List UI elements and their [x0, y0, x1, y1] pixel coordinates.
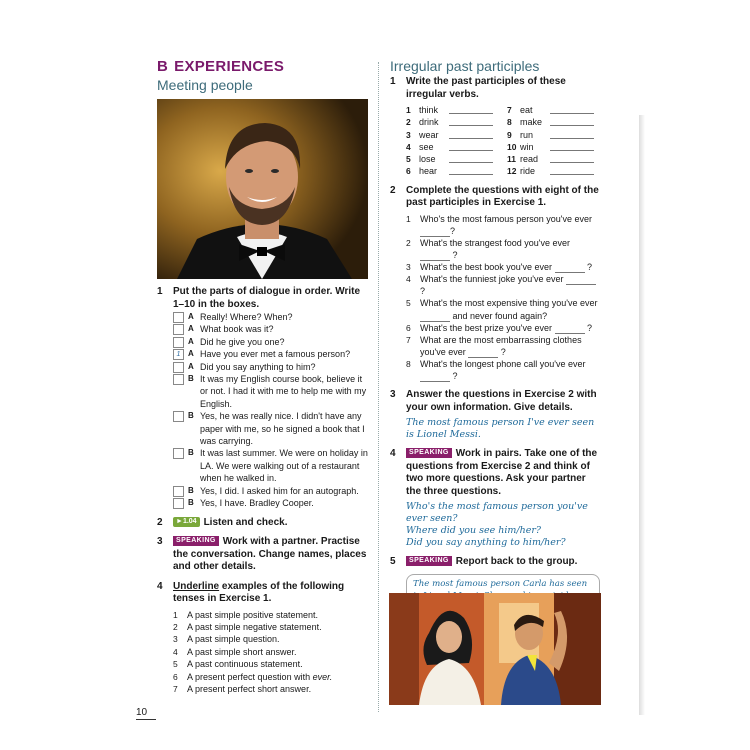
question-text [420, 237, 600, 261]
question-item [406, 358, 600, 382]
answer-blank[interactable] [449, 141, 493, 151]
verb: hear [419, 166, 438, 177]
dialogue-line [173, 497, 372, 509]
dialogue-line [173, 348, 372, 360]
question-list [406, 213, 600, 382]
column-divider [378, 62, 379, 712]
exercise-number: 4 [390, 448, 396, 460]
order-box[interactable] [173, 411, 184, 422]
speaking-badge: SPEAKING [406, 448, 452, 458]
answer-blank[interactable] [420, 313, 450, 322]
verb: think [419, 105, 439, 115]
question-stem: Who's the most famous person you've ever [420, 213, 593, 224]
question-text [420, 273, 600, 297]
verb: wear [419, 129, 439, 140]
example-answer: The most famous person I've ever seen is Lionel Messi. [406, 417, 595, 441]
dialogue-line [173, 336, 372, 348]
exercise-number: 5 [390, 556, 396, 568]
order-box[interactable] [173, 337, 184, 348]
page-edge-shadow [639, 115, 645, 715]
answer-blank[interactable] [566, 276, 596, 285]
verb-grid [406, 104, 600, 178]
right-section-title: Irregular past participles [390, 58, 540, 74]
answer-blank[interactable] [550, 141, 594, 151]
exercise-instruction: Work in pairs. Take one of the questions from Exercise 2 and think of two more questions. Ask your partner the three questions. [406, 448, 598, 497]
question-end: ? [587, 262, 593, 273]
item-text: A past simple negative statement. [187, 621, 322, 632]
dialogue-line [173, 311, 372, 323]
question-text [420, 358, 600, 382]
verb: ride [520, 166, 536, 177]
r-exercise-2-heading [390, 185, 600, 210]
exercise-number: 4 [157, 580, 163, 592]
item-number: 1 [406, 213, 411, 224]
dialogue-text: It was my English course book, believe it or not. I had it with me to help me with my English. [200, 374, 367, 409]
celebrity-photo-illustration [157, 99, 368, 279]
question-end: ? [452, 371, 458, 381]
order-box[interactable]: 1 [173, 349, 184, 360]
list-item [173, 621, 372, 633]
item-number: 5 [173, 659, 178, 670]
verb: eat [520, 105, 533, 115]
question-item [406, 297, 600, 321]
speaker-letter: B [188, 374, 194, 384]
speaker-letter: A [188, 324, 194, 334]
r-exercise-4-heading [390, 448, 600, 498]
item-number: 10 [507, 141, 517, 152]
speaker-letter: B [188, 448, 194, 458]
item-text: A past simple question. [187, 634, 280, 645]
exercise-instruction: examples of the following tenses in Exercise 1. [173, 580, 345, 604]
item-text: A past simple positive statement. [187, 609, 319, 620]
item-number: 6 [406, 322, 411, 333]
section-title: EXPERIENCES [174, 58, 285, 75]
question-item [406, 261, 600, 273]
verb: read [520, 154, 539, 165]
left-column [157, 58, 372, 695]
section-subtitle: Meeting people [157, 77, 253, 93]
answer-blank[interactable] [468, 349, 498, 358]
item-number: 3 [406, 129, 411, 140]
verb-item [406, 141, 499, 153]
order-box[interactable] [173, 486, 184, 497]
exercise-instruction: Listen and check. [203, 516, 288, 528]
speaker-letter: A [188, 312, 194, 321]
underline-keyword: Underline [173, 580, 220, 592]
item-number: 8 [406, 358, 411, 369]
example-questions [406, 501, 600, 549]
exercise-4-heading [157, 581, 372, 606]
verb-item [507, 165, 600, 177]
answer-blank[interactable] [550, 116, 594, 126]
item-number: 2 [406, 117, 411, 128]
dialogue-text: What book was it? [200, 324, 274, 335]
section-letter: B [157, 58, 169, 75]
dialogue-text: Yes, I did. I asked him for an autograph. [200, 485, 359, 496]
item-number: 5 [406, 298, 411, 309]
question-item [406, 273, 600, 297]
question-item [406, 334, 600, 358]
r-exercise-5-heading [390, 556, 600, 569]
answer-blank[interactable] [550, 153, 594, 163]
exercise-number: 1 [157, 286, 163, 297]
item-number: 12 [507, 166, 517, 177]
answer-blank[interactable] [449, 116, 493, 126]
question-stem: What's the best prize you've ever [420, 322, 552, 333]
question-text [420, 213, 600, 237]
item-text: A past simple short answer. [187, 646, 297, 657]
list-item [173, 609, 372, 621]
verb-item [507, 153, 600, 165]
verb-item [507, 141, 600, 153]
r-exercise-1-heading [390, 76, 600, 101]
verb-item [507, 116, 600, 128]
order-box[interactable] [173, 448, 184, 459]
dialogue-line [173, 323, 372, 335]
list-item [173, 683, 372, 695]
item-text-emphasis: ever. [312, 671, 333, 682]
item-number: 5 [406, 154, 411, 165]
audio-track-icon[interactable]: ►1.04 [173, 517, 200, 527]
verb: drink [419, 117, 439, 128]
example-question: Who's the most famous person you've ever seen? [406, 501, 588, 525]
answer-blank[interactable] [550, 165, 594, 175]
verb: see [419, 141, 434, 152]
question-item [406, 237, 600, 261]
dialogue-text: Have you ever met a famous person? [200, 349, 351, 360]
item-number: 9 [507, 129, 512, 140]
dialogue-line [173, 410, 372, 447]
item-number: 1 [173, 609, 178, 620]
example-question: Where did you see him/her? [406, 525, 542, 537]
order-box[interactable] [173, 498, 184, 509]
item-number: 2 [406, 237, 411, 248]
verb-item [406, 165, 499, 177]
answer-blank[interactable] [449, 165, 493, 175]
cartoon-scene [389, 593, 601, 705]
question-item [406, 213, 600, 237]
right-column [390, 58, 600, 630]
speaker-letter: A [188, 361, 194, 371]
question-stem: What's the best book you've ever [420, 262, 553, 273]
item-number: 2 [173, 621, 178, 632]
question-item [406, 322, 600, 334]
verb: win [520, 141, 534, 152]
verb-item [406, 129, 499, 141]
verb-item [507, 129, 600, 141]
example-question: Did you say anything to him/her? [406, 537, 566, 549]
verb-item [507, 104, 600, 116]
audio-track-number: 1.04 [182, 517, 197, 525]
list-item [173, 646, 372, 658]
question-stem: What's the strangest food you've ever [420, 237, 571, 248]
exercise-instruction: Put the parts of dialogue in order. Write 1–10 in the boxes. [173, 286, 361, 310]
cartoon-illustration [389, 593, 601, 705]
verb: lose [419, 154, 436, 165]
answer-blank[interactable] [449, 129, 493, 139]
exercise-1-heading [157, 286, 372, 311]
dialogue-text: Yes, he was really nice. I didn't have any paper with me, so he signed a book that I was carrying. [200, 411, 365, 447]
dialogue-line [173, 447, 372, 484]
dialogue-text: Did he give you one? [200, 336, 285, 347]
list-item [173, 633, 372, 645]
exercise-instruction: Answer the questions in Exercise 2 with your own information. Give details. [406, 389, 597, 413]
question-end: and never found again? [452, 310, 548, 321]
answer-blank[interactable] [555, 264, 585, 273]
item-number: 7 [406, 334, 411, 345]
question-end: ? [587, 322, 593, 333]
item-text [187, 671, 372, 683]
item-number: 11 [507, 154, 516, 165]
item-text-main: A present perfect question with [187, 671, 313, 682]
item-text: A past continuous statement. [187, 659, 303, 670]
question-end: ? [500, 346, 506, 357]
answer-blank[interactable] [550, 104, 594, 114]
list-item [173, 658, 372, 670]
question-text [420, 297, 600, 321]
page-number-rule [136, 719, 156, 720]
verb: make [520, 117, 543, 128]
list-item [173, 671, 372, 683]
exercise-number: 1 [390, 76, 396, 87]
answer-blank[interactable] [420, 373, 450, 382]
answer-blank[interactable] [550, 129, 594, 139]
item-number: 7 [173, 683, 178, 694]
verb-item [406, 116, 499, 128]
dialogue-line [173, 361, 372, 373]
speaking-badge: SPEAKING [173, 536, 219, 546]
speaking-badge: SPEAKING [406, 556, 452, 566]
item-number: 4 [173, 646, 178, 657]
item-number: 4 [406, 141, 411, 152]
order-box[interactable] [173, 362, 184, 373]
page-number: 10 [136, 707, 148, 718]
exercise-number: 2 [390, 184, 396, 196]
speaker-letter: A [188, 336, 194, 346]
answer-blank[interactable] [420, 252, 450, 261]
item-number: 6 [406, 166, 411, 177]
exercise-instruction: Work with a partner. Practise the conversation. Change names, places and other details. [173, 536, 367, 572]
item-number: 3 [173, 634, 178, 645]
speaker-letter: B [188, 498, 194, 508]
item-number: 8 [507, 117, 512, 128]
exercise-number: 3 [157, 536, 163, 547]
answer-blank[interactable] [449, 104, 493, 114]
speech-bubble: The most famous person Carla has seen [406, 574, 600, 630]
item-number: 6 [173, 671, 178, 682]
question-text [420, 334, 600, 358]
order-box[interactable] [173, 324, 184, 335]
speaker-letter: A [188, 349, 194, 359]
answer-blank[interactable] [449, 153, 493, 163]
item-number: 3 [406, 262, 411, 273]
item-number: 7 [507, 105, 512, 115]
dialogue-text: Really! Where? When? [200, 312, 293, 322]
tense-list [173, 609, 372, 696]
item-number: 1 [406, 105, 411, 115]
question-stem: What's the longest phone call you've ever [420, 358, 586, 369]
dialogue-text: It was last summer. We were on holiday in LA. We were walking out of a restaurant when he walked in. [200, 448, 368, 484]
speaker-letter: B [188, 411, 194, 421]
celebrity-photo [157, 99, 368, 279]
item-number: 4 [406, 274, 411, 285]
order-box[interactable] [173, 374, 184, 385]
exercise-number: 2 [157, 516, 163, 528]
exercise-instruction: Complete the questions with eight of the past participles in Exercise 1. [406, 184, 599, 209]
dialogue-line [173, 485, 372, 497]
answer-blank[interactable] [555, 325, 585, 334]
question-end: ? [450, 225, 456, 236]
exercise-number: 3 [390, 389, 396, 401]
exercise-instruction: Report back to the group. [455, 556, 578, 568]
question-text [420, 322, 600, 334]
dialogue-line [173, 373, 372, 410]
question-end: ? [420, 286, 426, 297]
verb: run [520, 129, 534, 140]
exercise-3-heading [157, 536, 372, 574]
verb-item [406, 153, 499, 165]
item-text: A present perfect short answer. [187, 683, 312, 694]
dialogue-text: Did you say anything to him? [200, 361, 316, 372]
question-end: ? [452, 250, 458, 261]
question-stem: What's the funniest joke you've ever [420, 274, 564, 285]
answer-blank[interactable] [420, 228, 450, 237]
speaker-letter: B [188, 485, 194, 495]
dialogue-text: Yes, I have. Bradley Cooper. [200, 498, 314, 509]
question-stem: What's the most expensive thing you've ever [420, 298, 598, 309]
exercise-2-heading [157, 517, 372, 530]
section-heading [157, 58, 372, 75]
question-text [420, 261, 600, 273]
dialogue-list [173, 311, 372, 510]
exercise-instruction: Write the past participles of these irregular verbs. [406, 76, 566, 100]
order-box[interactable] [173, 312, 184, 323]
question-stem: What are the most embarrassing clothes you've ever [420, 334, 582, 357]
verb-item [406, 104, 499, 116]
r-exercise-3-heading [390, 389, 600, 414]
